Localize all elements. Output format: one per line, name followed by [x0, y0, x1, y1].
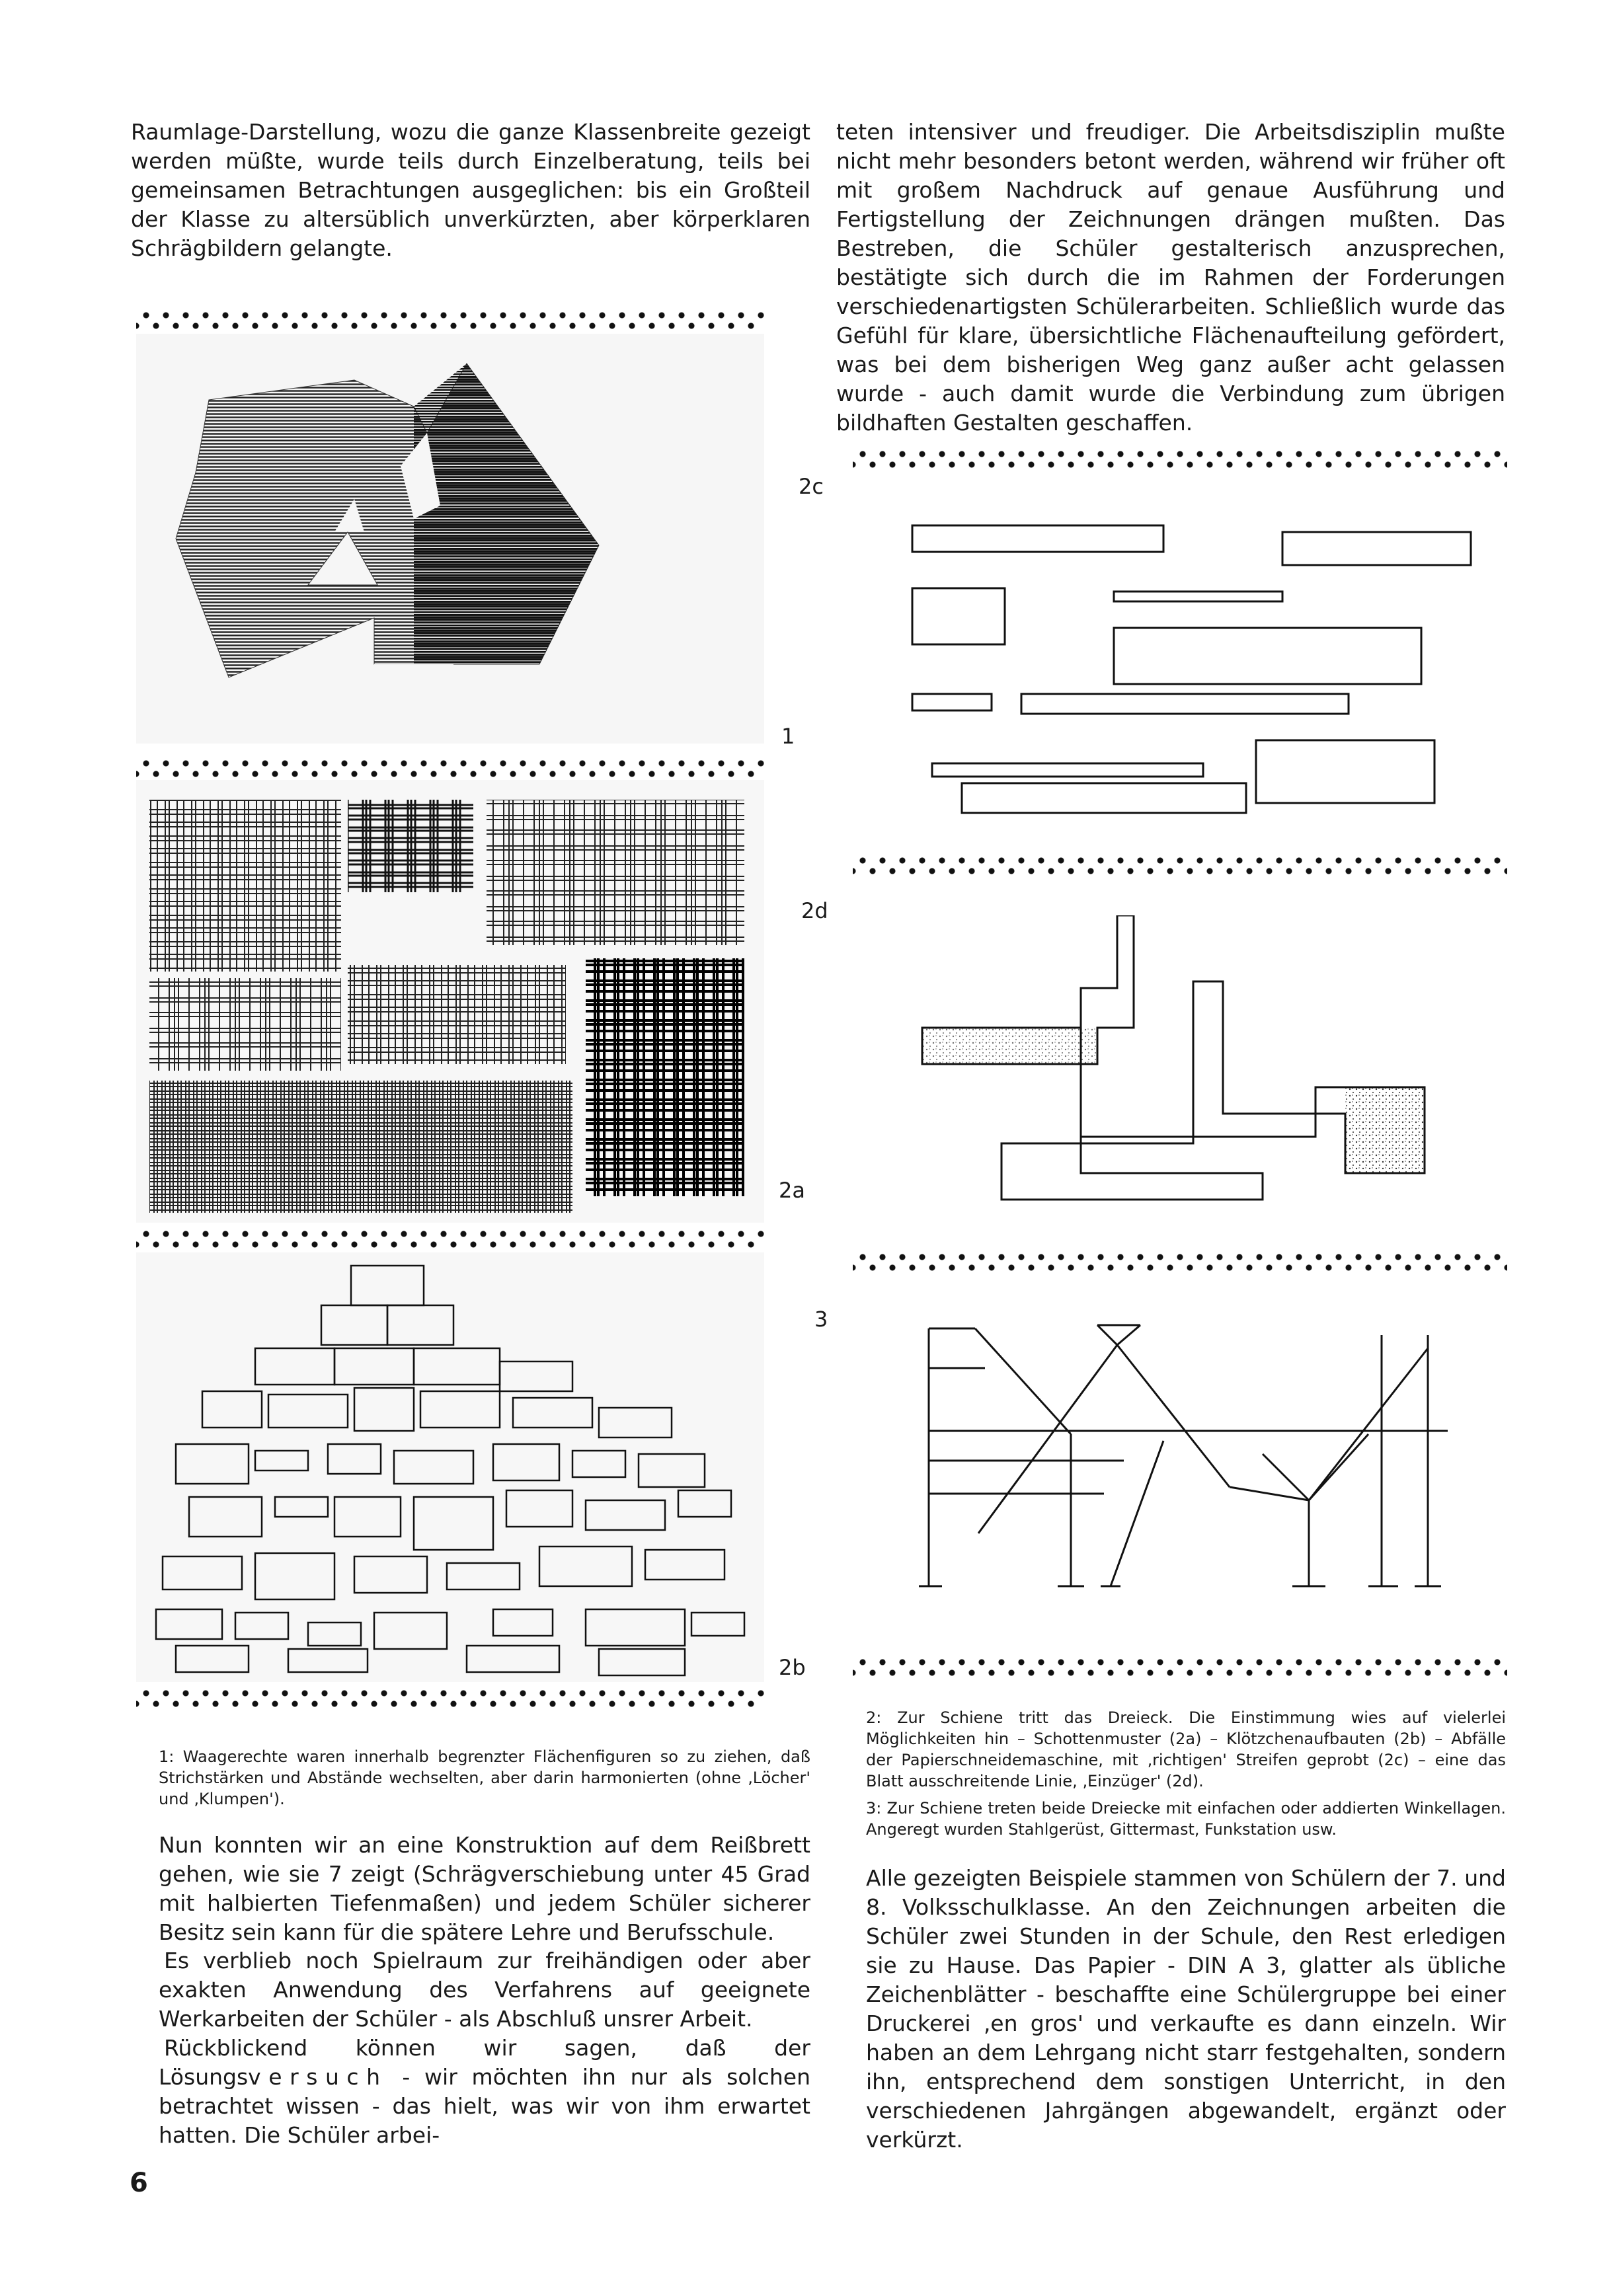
- figure-label-2d: 2d: [801, 898, 828, 923]
- figure-2a-plaid-patterns: [136, 780, 764, 1223]
- dot-divider: [136, 759, 764, 779]
- continuation-paragraph: teten intensiver und freudiger. Die Arbeitsdisziplin mußte nicht mehr besonders betont werden, während wir früher oft mit großem Nachdruck auf genaue Ausführung und Fertigstellung der Zeichnungen drängen mußten. Das Bestreben, die Schüler gestalterisch anzusprechen, bestätigte sich durch die im Rahmen der Forderungen verschiedenartigsten Schülerarbeiten. Schließlich wurde das Gefühl für klare, übersichtliche Flächenaufteilung gefördert, was bei dem bisherigen Weg ganz außer acht gelassen wurde - auch damit wurde die Verbindung zum übrigen bildhaften Gestalten geschaffen.: [836, 119, 1505, 436]
- paragraph-1: Nun konnten wir an eine Konstruktion auf dem Reißbrett gehen, wie sie 7 zeigt (Schrägverschiebung unter 45 Grad mit halbierten Tiefenmaßen) und jedem Schüler sicherer Besitz sein kann für die spätere Lehre und Berufsschule.: [159, 1832, 810, 1945]
- caption-figure-3: 3: Zur Schiene treten beide Dreiecke mit einfachen oder addierten Winkellagen. Angeregt wurden Stahlgerüst, Gittermast, Funkstation usw.: [866, 1799, 1506, 1839]
- figure-2c-paper-strips: [853, 476, 1507, 833]
- figure-1-hatched-polygon: [136, 334, 764, 744]
- caption-figure-2: 2: Zur Schiene tritt das Dreieck. Die Einstimmung wies auf vielerlei Möglichkeiten hin – Schottenmuster (2a) – Klötzchenaufbauten (2b) – Abfälle der Papierschneidemaschine, mit ‚richtigen' Streifen geprobt (2c) – eine das Blatt ausschreitende Linie, ‚Einzüger' (2d).: [866, 1708, 1506, 1790]
- dot-divider: [136, 1229, 764, 1249]
- page-number: 6: [130, 2168, 148, 2198]
- figure-label-2a: 2a: [779, 1178, 805, 1203]
- figure-3-triangle-construction: [853, 1322, 1507, 1599]
- figure-label-2b: 2b: [779, 1655, 806, 1680]
- paragraph-3: [159, 2034, 810, 2150]
- figure-label-2c: 2c: [799, 474, 824, 499]
- paragraph-3-spaced-word: versuch: [248, 2064, 388, 2090]
- paragraph-3-end: - wir möchten ihn nur als solchen betrachtet wissen - das hielt, was wir von ihm erwartet hatten. Die Schüler arbei-: [159, 2064, 810, 2148]
- paragraph-2: Es verblieb noch Spielraum zur freihändigen oder aber exakten Anwendung des Verfahrens auf geeignete Werkarbeiten der Schüler - als Abschluß unsrer Arbeit.: [159, 1948, 810, 2032]
- dot-divider: [136, 311, 764, 330]
- dot-divider: [136, 1689, 764, 1708]
- intro-paragraph: Raumlage-Darstellung, wozu die ganze Klassenbreite gezeigt werden müßte, wurde teils durch Einzelberatung, teils bei gemeinsamen Betrachtungen ausgeglichen: bis ein Großteil der Klasse zu altersüblich unverkürzten, aber körperklaren Schrägbildern gelangte.: [131, 119, 810, 261]
- final-paragraph: Alle gezeigten Beispiele stammen von Schülern der 7. und 8. Volksschulklasse. An den Zeichnungen arbeiten die Schüler zwei Stunden in der Schule, den Rest erledigen sie zu Hause. Das Papier - DIN A 3, glatter als übliche Zeichenblätter - beschaffte eine Schülergruppe bei einer Druckerei ‚en gros' und verkaufte es dann einzeln. Wir haben an dem Lehrgang nicht starr festgehalten, sondern ihn, entsprechend dem sonstigen Unterricht, in den verschiedenen Jahrgängen abgewandelt, ergänzt oder verkürzt.: [866, 1865, 1506, 2153]
- dot-divider: [853, 1252, 1507, 1272]
- figure-2b-block-tree: [136, 1252, 764, 1682]
- caption-figure-1: 1: Waagerechte waren innerhalb begrenzter Flächenfiguren so zu ziehen, daß Strichstärken und Abstände wechselten, aber darin harmonierten (ohne ‚Löcher' und ‚Klumpen').: [159, 1747, 810, 1808]
- paragraph-3-start: Rückblickend können wir sagen, daß der Lösungs: [159, 2035, 810, 2090]
- figure-2d-single-line: [853, 915, 1507, 1219]
- dot-divider: [853, 1658, 1507, 1677]
- dot-divider: [853, 449, 1507, 469]
- figure-label-3: 3: [814, 1307, 828, 1332]
- figure-label-1: 1: [781, 724, 795, 749]
- dot-divider: [853, 856, 1507, 876]
